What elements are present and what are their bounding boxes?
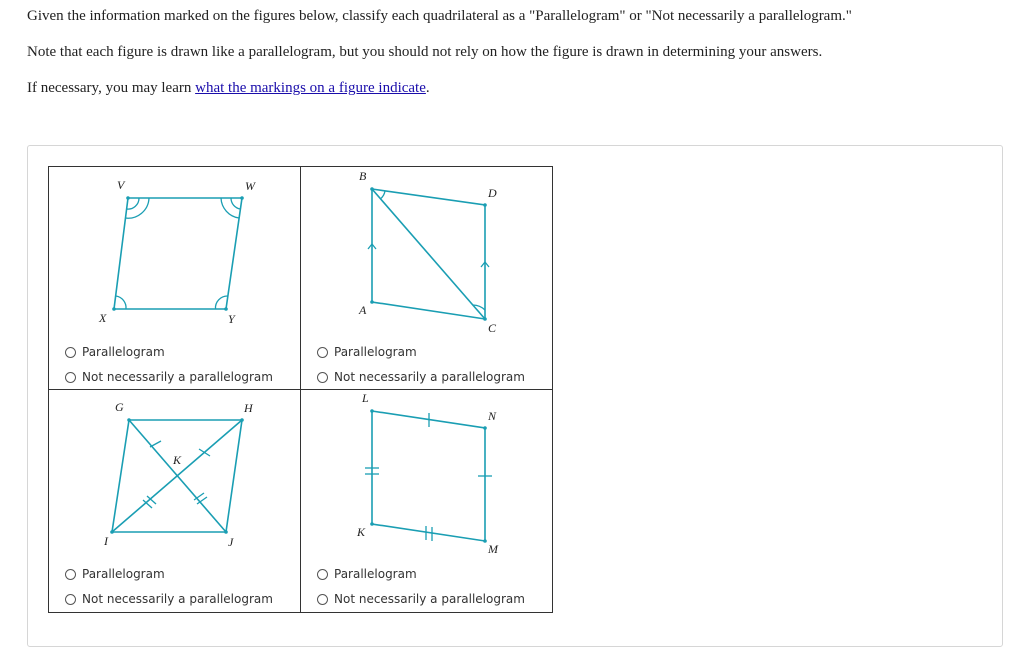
radio-icon[interactable]: [65, 347, 76, 358]
fig4-option-parallelogram[interactable]: [317, 566, 417, 582]
option-label: Parallelogram: [82, 567, 165, 581]
radio-icon[interactable]: [65, 569, 76, 580]
angle-x-arc: [116, 296, 126, 309]
figure-cell-3: [48, 389, 301, 613]
option-label: Parallelogram: [334, 567, 417, 581]
point-d: [483, 203, 487, 207]
point-c: [483, 317, 487, 321]
point-g: [127, 418, 131, 422]
point-l: [370, 409, 374, 413]
radio-icon[interactable]: [65, 372, 76, 383]
diagonal-hi: [112, 420, 242, 532]
point-y: [224, 307, 228, 311]
markings-help-link[interactable]: what the markings on a figure indicate: [195, 80, 426, 96]
label-k: K: [357, 525, 366, 539]
option-label: Parallelogram: [334, 345, 417, 359]
angle-v-arc-2: [125, 198, 149, 218]
instruction-line-1: Given the information marked on the figures below, classify each quadrilateral as a "Parallelogram" or "Not necessarily a parallelogram.": [27, 8, 852, 24]
angle-w-arc-1: [231, 198, 241, 209]
point-m: [483, 539, 487, 543]
option-label: Not necessarily a parallelogram: [82, 370, 273, 384]
option-label: Not necessarily a parallelogram: [334, 370, 525, 384]
quad-lnmk: [372, 411, 485, 541]
radio-icon[interactable]: [317, 347, 328, 358]
instruction-suffix: .: [425, 80, 430, 96]
diagonal-bc: [372, 189, 485, 319]
quad-vwyx: [114, 198, 242, 309]
label-v: V: [117, 178, 125, 192]
figure-cell-1: [48, 166, 301, 390]
radio-icon[interactable]: [317, 372, 328, 383]
option-label: Not necessarily a parallelogram: [334, 592, 525, 606]
fig4-option-not-necessarily[interactable]: [317, 591, 525, 607]
label-g: G: [115, 400, 124, 414]
radio-icon[interactable]: [65, 594, 76, 605]
figure-cell-2: [300, 166, 553, 390]
point-i: [110, 530, 114, 534]
label-w: W: [245, 179, 255, 193]
instruction-prefix: If necessary, you may learn: [27, 80, 196, 96]
point-k: [370, 522, 374, 526]
fig1-option-not-necessarily[interactable]: [65, 369, 273, 385]
label-b: B: [359, 169, 367, 183]
label-x: X: [99, 311, 107, 325]
label-d: D: [488, 186, 497, 200]
radio-icon[interactable]: [317, 594, 328, 605]
label-h: H: [244, 401, 253, 415]
label-m: M: [488, 542, 498, 556]
label-a: A: [359, 303, 367, 317]
point-b: [370, 187, 374, 191]
label-n: N: [488, 409, 497, 423]
label-y: Y: [228, 312, 235, 326]
point-w: [240, 196, 244, 200]
instruction-line-2: Note that each figure is drawn like a parallelogram, but you should not rely on how the figure is drawn in determining your answers.: [27, 44, 823, 60]
point-x: [112, 307, 116, 311]
tick-gk: [150, 441, 161, 447]
label-i: I: [104, 534, 108, 548]
angle-b-arc: [381, 191, 386, 199]
instruction-line-3: [27, 79, 430, 97]
fig3-option-not-necessarily[interactable]: [65, 591, 273, 607]
option-label: Not necessarily a parallelogram: [82, 592, 273, 606]
option-label: Parallelogram: [82, 345, 165, 359]
point-j: [224, 530, 228, 534]
fig3-option-parallelogram[interactable]: [65, 566, 165, 582]
fig2-option-parallelogram[interactable]: [317, 344, 417, 360]
point-v: [126, 196, 130, 200]
figure-cell-4: [300, 389, 553, 613]
point-h: [240, 418, 244, 422]
point-a: [370, 300, 374, 304]
label-j: J: [228, 535, 234, 549]
label-k: K: [173, 453, 182, 467]
fig2-option-not-necessarily[interactable]: [317, 369, 525, 385]
point-n: [483, 426, 487, 430]
radio-icon[interactable]: [317, 569, 328, 580]
label-l: L: [362, 391, 369, 405]
fig1-option-parallelogram[interactable]: [65, 344, 165, 360]
label-c: C: [488, 321, 497, 335]
